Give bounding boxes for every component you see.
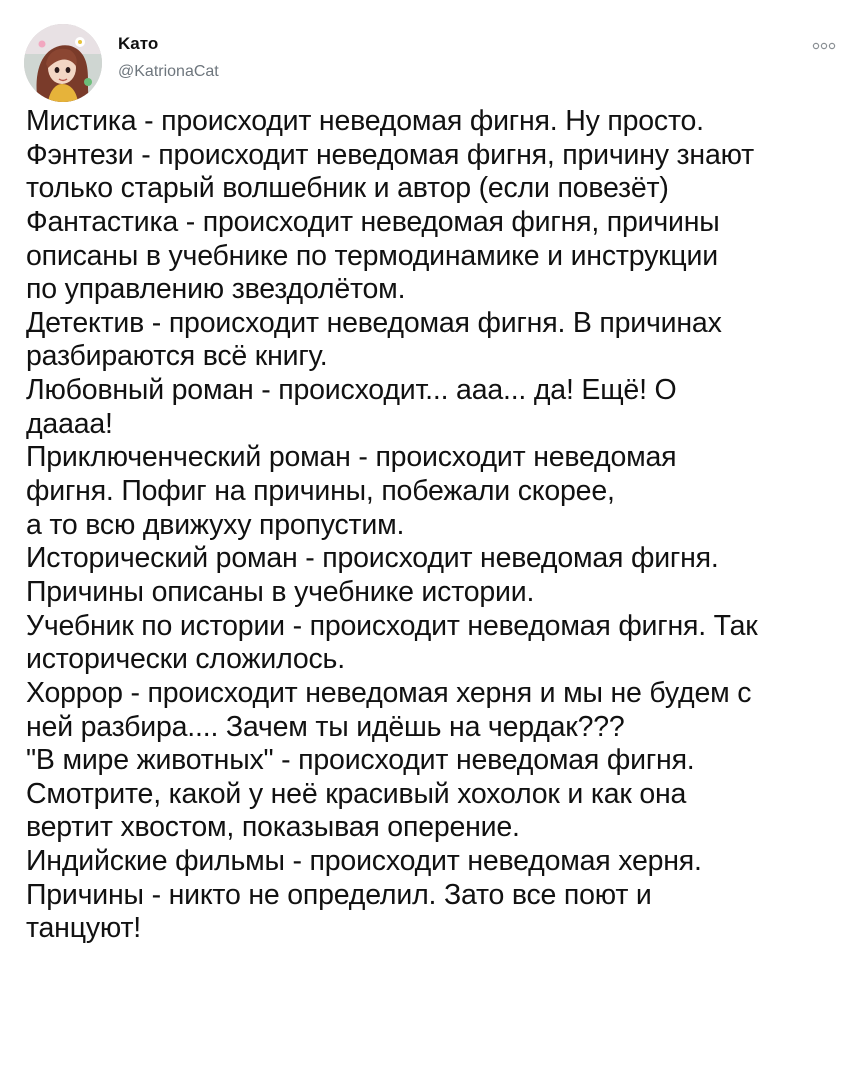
tweet-text-line: описаны в учебнике по термодинамике и инструкции	[26, 239, 718, 272]
more-options-icon[interactable]	[806, 36, 842, 56]
tweet-text-line: а то всю движуху пропустим.	[26, 508, 405, 541]
tweet-text-line: Индийские фильмы - происходит неведомая херня.	[26, 845, 702, 878]
tweet-text-line: даааа!	[26, 407, 113, 440]
tweet-text-line: Причины - никто не определил. Зато все поют и	[26, 878, 652, 911]
tweet-text-line: по управлению звездолётом.	[26, 273, 406, 306]
tweet-text	[26, 105, 856, 946]
tweet-text-line: Учебник по истории - происходит неведомая фигня. Так	[26, 609, 758, 642]
tweet-text-line: Исторический роман - происходит неведомая фигня.	[26, 542, 719, 575]
tweet-text-line: вертит хвостом, показывая оперение.	[26, 811, 520, 844]
tweet-text-line: Мистика - происходит неведомая фигня. Ну просто.	[26, 105, 704, 137]
tweet-text-line: Фантастика - происходит неведомая фигня, причины	[26, 205, 720, 238]
avatar-image	[24, 24, 102, 102]
tweet-text-line: ней разбира.... Зачем ты идёшь на чердак???	[26, 710, 625, 743]
tweet-text-line: фигня. Пофиг на причины, побежали скорее,	[26, 475, 615, 508]
tweet-text-line: Любовный роман - происходит... ааа... да! Ещё! О	[26, 374, 677, 407]
tweet-text-line: "В мире животных" - происходит неведомая фигня.	[26, 744, 695, 777]
tweet-text-line: Приключенческий роман - происходит неведомая	[26, 441, 677, 474]
tweet-text-line: Хоррор - происходит неведомая херня и мы не будем с	[26, 676, 752, 709]
tweet-text-line: только старый волшебник и автор (если повезёт)	[26, 172, 669, 205]
tweet-text-line: Смотрите, какой у неё красивый хохолок и как она	[26, 777, 687, 810]
tweet-text-line: Фэнтези - происходит неведомая фигня, причину знают	[26, 138, 755, 171]
tweet-text-line: разбираются всё книгу.	[26, 340, 328, 373]
author-handle[interactable]: @KatrionaCat	[118, 63, 219, 80]
author-display-name[interactable]: Kато	[118, 34, 159, 53]
tweet-text-line: Причины описаны в учебнике истории.	[26, 575, 535, 608]
tweet-text-line: Детектив - происходит неведомая фигня. В причинах	[26, 306, 722, 339]
tweet-text-line: исторически сложилось.	[26, 643, 345, 676]
tweet-text-line: танцуют!	[26, 912, 142, 945]
avatar[interactable]	[24, 24, 102, 102]
